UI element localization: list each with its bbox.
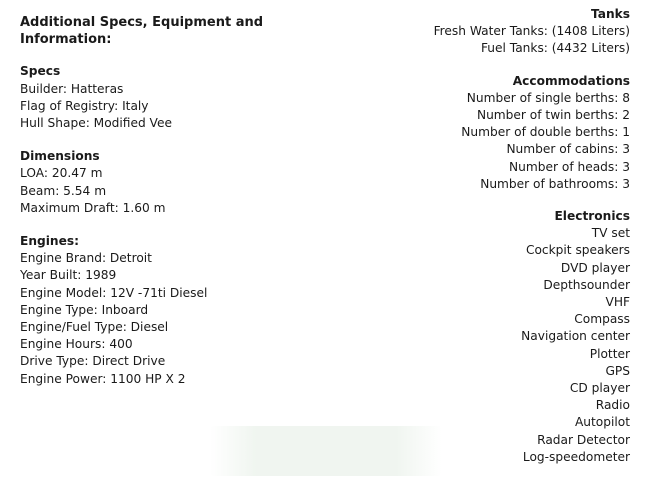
engines-heading: Engines: xyxy=(20,234,79,249)
electronics-line: Compass xyxy=(574,312,630,327)
electronics-line: Plotter xyxy=(589,346,630,361)
dimensions-line: Beam: 5.54 m xyxy=(20,183,107,198)
engines-line: Engine Hours: 400 xyxy=(20,337,133,352)
electronics-line: GPS xyxy=(605,363,630,378)
electronics-line: Autopilot xyxy=(574,415,630,430)
electronics-line: Radio xyxy=(595,398,630,413)
electronics-line: Radar Detector xyxy=(537,432,630,447)
engines-line: Engine/Fuel Type: Diesel xyxy=(20,320,169,335)
electronics-line: VHF xyxy=(605,295,630,310)
dimensions-section xyxy=(20,148,350,217)
tanks-section xyxy=(330,6,630,58)
dimensions-line: Maximum Draft: 1.60 m xyxy=(20,200,166,215)
faded-watermark xyxy=(210,426,442,476)
electronics-line: Navigation center xyxy=(521,329,630,344)
specs-line: Hull Shape: Modified Vee xyxy=(20,116,172,131)
electronics-line: Log-speedometer xyxy=(522,449,630,464)
engines-line: Engine Type: Inboard xyxy=(20,302,149,317)
tanks-line: Fuel Tanks: (4432 Liters) xyxy=(480,41,630,56)
left-column xyxy=(20,14,350,404)
engines-line: Year Built: 1989 xyxy=(20,268,117,283)
tanks-heading: Tanks xyxy=(590,7,630,21)
accommodations-line: Number of cabins: 3 xyxy=(506,142,630,157)
electronics-line: Cockpit speakers xyxy=(525,243,630,258)
engines-line: Engine Power: 1100 HP X 2 xyxy=(20,371,186,386)
page-title: Additional Specs, Equipment and Information: xyxy=(20,15,264,48)
engines-line: Engine Brand: Detroit xyxy=(20,251,152,266)
electronics-line: DVD player xyxy=(560,260,630,275)
specs-line: Builder: Hatteras xyxy=(20,81,124,96)
engines-line: Engine Model: 12V -71ti Diesel xyxy=(20,285,208,300)
specs-heading: Specs xyxy=(20,64,61,79)
accommodations-line: Number of bathrooms: 3 xyxy=(480,176,630,191)
accommodations-line: Number of heads: 3 xyxy=(509,159,630,174)
dimensions-heading: Dimensions xyxy=(20,149,100,164)
electronics-line: Depthsounder xyxy=(543,277,630,292)
accommodations-section xyxy=(330,73,630,193)
accommodations-line: Number of double berths: 1 xyxy=(461,125,630,140)
engines-section xyxy=(20,233,350,388)
accommodations-line: Number of twin berths: 2 xyxy=(476,108,630,123)
tanks-line: Fresh Water Tanks: (1408 Liters) xyxy=(433,24,630,39)
specs-line: Flag of Registry: Italy xyxy=(20,98,149,113)
specs-section xyxy=(20,63,350,132)
electronics-heading: Electronics xyxy=(554,209,630,224)
accommodations-heading: Accommodations xyxy=(512,73,630,88)
dimensions-line: LOA: 20.47 m xyxy=(20,166,103,181)
electronics-line: TV set xyxy=(591,226,630,241)
accommodations-line: Number of single berths: 8 xyxy=(466,90,630,105)
electronics-line: CD player xyxy=(569,381,630,396)
right-column xyxy=(330,6,630,481)
engines-line: Drive Type: Direct Drive xyxy=(20,354,166,369)
